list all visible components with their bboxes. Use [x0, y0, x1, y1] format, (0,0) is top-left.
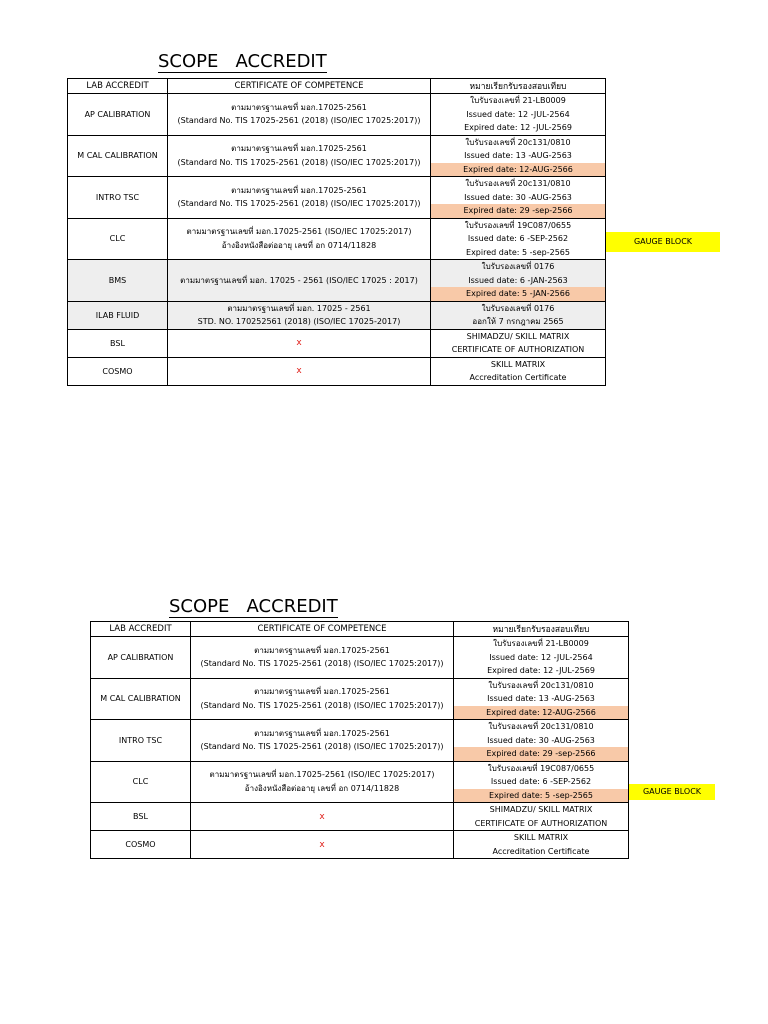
expired-highlight: Expired date: 29 -sep-2566 — [431, 204, 605, 218]
table-row — [91, 720, 629, 762]
reference-cell: ใบรับรองเลขที่ 20c131/0810 Issued date: 30 -AUG-2563 Expired date: 29 -sep-2566 — [454, 720, 629, 762]
table-row — [91, 678, 629, 720]
reference-cell: SHIMADZU/ SKILL MATRIX CERTIFICATE OF AUTHORIZATION — [431, 329, 606, 357]
lab-name: COSMO — [91, 831, 191, 859]
not-available-mark: x — [191, 831, 454, 859]
header-certificate: CERTIFICATE OF COMPETENCE — [191, 622, 454, 637]
lab-name: ILAB FLUID — [68, 301, 168, 329]
lab-name: INTRO TSC — [91, 720, 191, 762]
reference-cell: SHIMADZU/ SKILL MATRIX CERTIFICATE OF AUTHORIZATION — [454, 803, 629, 831]
gauge-block-label-2: GAUGE BLOCK — [629, 784, 715, 800]
certificate-cell: ตามมาตรฐานเลขที่ มอก. 17025 - 2561 STD. NO. 170252561 (2018) (ISO/IEC 17025-2017) — [168, 301, 431, 329]
reference-cell: ใบรับรองเลขที่ 19C087/0655 Issued date: 6 -SEP-2562 Expired date: 5 -sep-2565 — [431, 218, 606, 260]
reference-cell: ใบรับรองเลขที่ 21-LB0009 Issued date: 12 -JUL-2564 Expired date: 12 -JUL-2569 — [431, 94, 606, 136]
reference-cell: ใบรับรองเลขที่ 20c131/0810 Issued date: 13 -AUG-2563 Expired date: 12-AUG-2566 — [431, 135, 606, 177]
lab-name: COSMO — [68, 357, 168, 385]
certificate-cell: ตามมาตรฐานเลขที่ มอก.17025-2561 (Standard No. TIS 17025-2561 (2018) (ISO/IEC 17025:2017)) — [191, 720, 454, 762]
table-row — [68, 301, 606, 329]
lab-name: AP CALIBRATION — [91, 637, 191, 679]
header-reference: หมายเรียกรับรองสอบเทียบ — [454, 622, 629, 637]
lab-name: INTRO TSC — [68, 177, 168, 219]
table-row — [91, 831, 629, 859]
reference-cell: ใบรับรองเลขที่ 21-LB0009 Issued date: 12 -JUL-2564 Expired date: 12 -JUL-2569 — [454, 637, 629, 679]
reference-cell: ใบรับรองเลขที่ 20c131/0810 Issued date: 30 -AUG-2563 Expired date: 29 -sep-2566 — [431, 177, 606, 219]
lab-name: M CAL CALIBRATION — [68, 135, 168, 177]
expired-highlight: Expired date: 29 -sep-2566 — [454, 747, 628, 761]
header-lab-accredit: LAB ACCREDIT — [91, 622, 191, 637]
certificate-cell: ตามมาตรฐานเลขที่ มอก.17025-2561 (Standard No. TIS 17025-2561 (2018) (ISO/IEC 17025:2017)) — [168, 177, 431, 219]
page-title: SCOPE ACCREDIT — [158, 51, 327, 72]
certificate-cell: ตามมาตรฐานเลขที่ มอก.17025-2561 (Standard No. TIS 17025-2561 (2018) (ISO/IEC 17025:2017)) — [168, 135, 431, 177]
reference-cell: ใบรับรองเลขที่ 0176 Issued date: 6 -JAN-2563 Expired date: 5 -JAN-2566 — [431, 260, 606, 302]
header-certificate: CERTIFICATE OF COMPETENCE — [168, 79, 431, 94]
table-row — [91, 637, 629, 679]
table-row — [68, 218, 606, 260]
not-available-mark: x — [168, 329, 431, 357]
gauge-block-label: GAUGE BLOCK — [606, 232, 720, 252]
table-row — [91, 761, 629, 803]
accreditation-table — [67, 78, 606, 386]
reference-cell: SKILL MATRIX Accreditation Certificate — [454, 831, 629, 859]
certificate-cell: ตามมาตรฐานเลขที่ มอก.17025-2561 (Standard No. TIS 17025-2561 (2018) (ISO/IEC 17025:2017)) — [191, 637, 454, 679]
reference-cell: ใบรับรองเลขที่ 0176 ออกให้ 7 กรกฎาคม 2565 — [431, 301, 606, 329]
table-row — [68, 94, 606, 136]
reference-cell: ใบรับรองเลขที่ 20c131/0810 Issued date: 13 -AUG-2563 Expired date: 12-AUG-2566 — [454, 678, 629, 720]
page-title-2: SCOPE ACCREDIT — [169, 596, 338, 617]
table-row — [68, 329, 606, 357]
certificate-cell: ตามมาตรฐานเลขที่ มอก.17025-2561 (ISO/IEC 17025:2017) อ้างอิงหนังสือต่ออายุ เลขที่ อก 0714/11828 — [168, 218, 431, 260]
lab-name: M CAL CALIBRATION — [91, 678, 191, 720]
certificate-cell: ตามมาตรฐานเลขที่ มอก.17025-2561 (Standard No. TIS 17025-2561 (2018) (ISO/IEC 17025:2017)) — [168, 94, 431, 136]
lab-name: CLC — [91, 761, 191, 803]
expired-highlight: Expired date: 12-AUG-2566 — [454, 706, 628, 720]
lab-name: AP CALIBRATION — [68, 94, 168, 136]
not-available-mark: x — [168, 357, 431, 385]
reference-cell: ใบรับรองเลขที่ 19C087/0655 Issued date: 6 -SEP-2562 Expired date: 5 -sep-2565 — [454, 761, 629, 803]
expired-highlight: Expired date: 5 -JAN-2566 — [431, 287, 605, 301]
expired-highlight: Expired date: 5 -sep-2565 — [454, 789, 628, 803]
header-lab-accredit: LAB ACCREDIT — [68, 79, 168, 94]
table-row — [91, 803, 629, 831]
table-row — [68, 135, 606, 177]
accreditation-table-2 — [90, 621, 629, 859]
table-row — [68, 357, 606, 385]
reference-cell: SKILL MATRIX Accreditation Certificate — [431, 357, 606, 385]
certificate-cell: ตามมาตรฐานเลขที่ มอก.17025-2561 (Standard No. TIS 17025-2561 (2018) (ISO/IEC 17025:2017)) — [191, 678, 454, 720]
lab-name: BSL — [91, 803, 191, 831]
expired-highlight: Expired date: 12-AUG-2566 — [431, 163, 605, 177]
certificate-cell: ตามมาตรฐานเลขที่ มอก.17025-2561 (ISO/IEC 17025:2017) อ้างอิงหนังสือต่ออายุ เลขที่ อก 0714/11828 — [191, 761, 454, 803]
not-available-mark: x — [191, 803, 454, 831]
lab-name: BMS — [68, 260, 168, 302]
header-reference: หมายเรียกรับรองสอบเทียบ — [431, 79, 606, 94]
lab-name: CLC — [68, 218, 168, 260]
table-row — [68, 260, 606, 302]
certificate-cell: ตามมาตรฐานเลขที่ มอก. 17025 - 2561 (ISO/IEC 17025 : 2017) — [168, 260, 431, 302]
table-row — [68, 177, 606, 219]
lab-name: BSL — [68, 329, 168, 357]
